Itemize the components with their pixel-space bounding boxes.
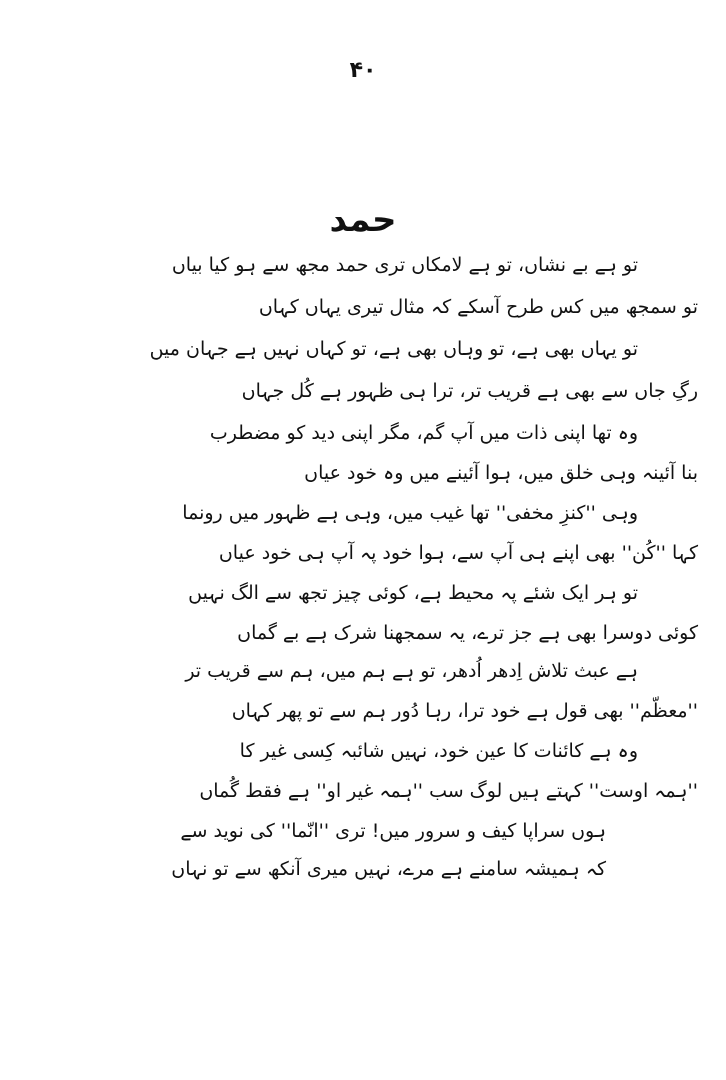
verse-line-15: ہوں سراپا کیف و سرور میں! تری ''انّما'' کی نوید سے <box>180 820 606 842</box>
verse-line-14: ''ہمہ اوست'' کہتے ہیں لوگ سب ''ہمہ غیر او'' ہے فقط گُماں <box>199 780 698 802</box>
verse-line-5: وہ تھا اپنی ذات میں آپ گم، مگر اپنی دید کو مضطرب <box>209 422 638 444</box>
verse-line-12: ''معظّم'' بھی قول ہے خود ترا، رہا دُور ہم سے تو پھر کہاں <box>231 700 698 722</box>
verse-line-11: ہے عبث تلاش اِدھر اُدھر، تو ہے ہم میں، ہم سے قریب تر <box>185 660 638 682</box>
verse-line-2: تو سمجھ میں کس طرح آسکے کہ مثال تیری یہاں کہاں <box>258 296 698 318</box>
poem-title: حمد <box>329 200 397 240</box>
page-number: ۴۰ <box>349 58 377 83</box>
verse-line-4: رگِ جاں سے بھی ہے قریب تر، ترا ہی ظہور ہے کُل جہاں <box>241 380 698 402</box>
verse-line-13: وہ ہے کائنات کا عین خود، نہیں شائبہ کِسی غیر کا <box>239 740 638 762</box>
verse-line-16: کہ ہمیشہ سامنے ہے مرے، نہیں میری آنکھ سے تو نہاں <box>171 858 606 880</box>
verse-line-7: وہی ''کنزِ مخفی'' تھا غیب میں، وہی ہے ظہور میں رونما <box>182 502 638 524</box>
verse-line-8: کہا ''کُن'' بھی اپنے ہی آپ سے، ہوا خود پہ آپ ہی خود عیاں <box>218 542 698 564</box>
verse-line-1: تو ہے بے نشاں، تو ہے لامکاں تری حمد مجھ سے ہو کیا بیاں <box>171 254 638 276</box>
verse-line-9: تو ہر ایک شئے پہ محیط ہے، کوئی چیز تجھ سے الگ نہیں <box>188 582 638 604</box>
verse-line-10: کوئی دوسرا بھی ہے جز ترے، یہ سمجھنا شرک ہے بے گماں <box>237 622 698 644</box>
verse-line-6: بنا آئینہ وہی خلق میں، ہوا آئینے میں وہ خود عیاں <box>304 462 698 484</box>
verse-line-3: تو یہاں بھی ہے، تو وہاں بھی ہے، تو کہاں نہیں ہے جہان میں <box>149 338 638 360</box>
